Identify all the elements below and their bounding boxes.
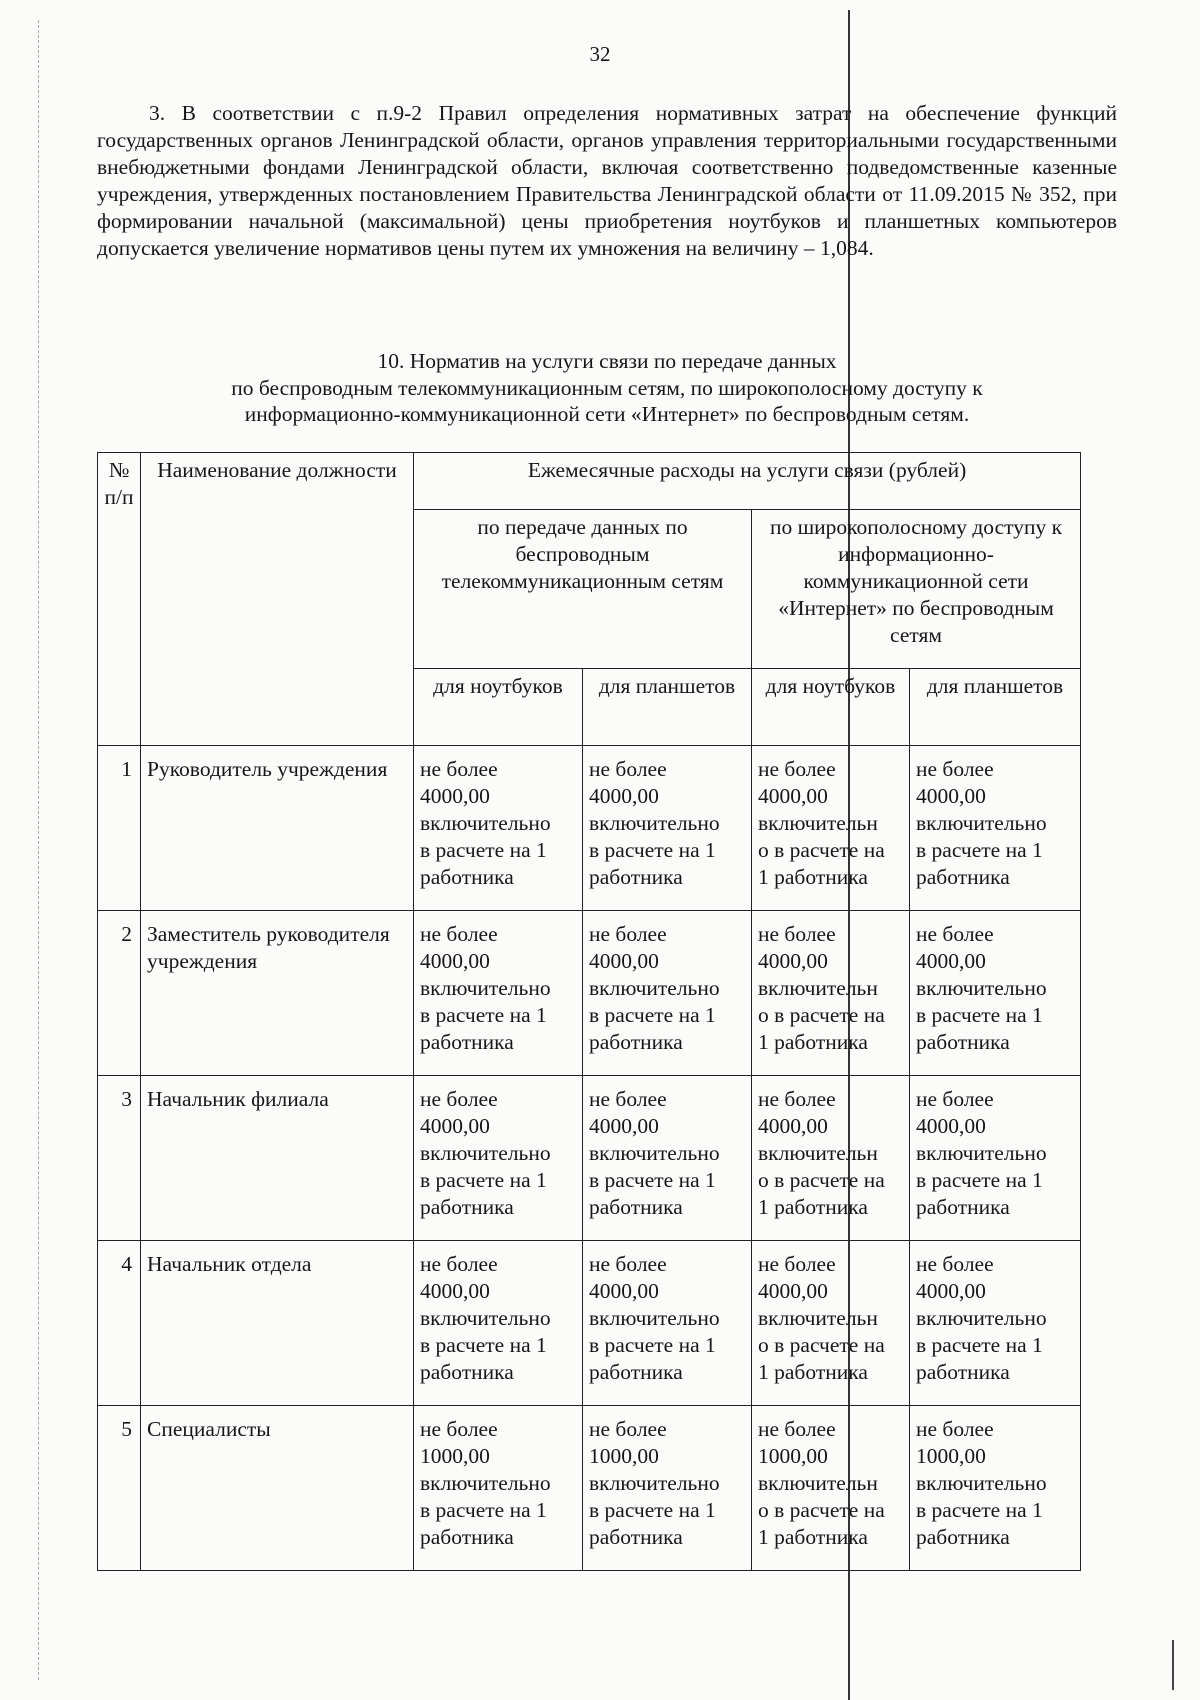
- limit-text-line: не более: [420, 757, 498, 781]
- limit-text-line: в расчете на 1: [420, 1003, 547, 1027]
- limit-text-line: в расчете на 1: [420, 1333, 547, 1357]
- row-number: 5: [98, 1406, 141, 1571]
- page-number: 32: [589, 42, 611, 66]
- limit-text-line: не более: [420, 1087, 498, 1111]
- limit-text-line: 1 работника: [758, 1195, 868, 1219]
- row-number: 1: [98, 746, 141, 911]
- limit-text-line: о в расчете на: [758, 1168, 885, 1192]
- limit-text-line: не более: [916, 922, 994, 946]
- table-row: [98, 1241, 1081, 1406]
- section-title-line: информационно-коммуникационной сети «Интернет» по беспроводным сетям.: [244, 402, 970, 426]
- limit-text-line: о в расчете на: [758, 1003, 885, 1027]
- limit-text-line: 4000,00: [420, 949, 490, 973]
- limit-text-line: работника: [420, 1360, 514, 1384]
- limit-text-line: в расчете на 1: [420, 1168, 547, 1192]
- row-limit-cell: [752, 1241, 910, 1406]
- limit-text-line: не более: [758, 922, 836, 946]
- row-number: 2: [98, 911, 141, 1076]
- limit-text-line: 4000,00: [589, 1279, 659, 1303]
- limit-text-line: не более: [589, 922, 667, 946]
- limit-text-line: не более: [916, 757, 994, 781]
- header-tablets: для планшетов: [910, 669, 1081, 746]
- row-limit-cell: [752, 1076, 910, 1241]
- header-num: № п/п: [98, 453, 141, 746]
- limit-text-line: 1000,00: [589, 1444, 659, 1468]
- header-broadband-internet: по широкополосному доступу к информационно-коммуникационной сети «Интернет» по беспроводным сетям: [752, 510, 1081, 669]
- section-title-line: по беспроводным телекоммуникационным сетям, по широкополосному доступу к: [231, 375, 983, 400]
- limit-text-line: 4000,00: [758, 949, 828, 973]
- limit-text-line: 4000,00: [420, 1114, 490, 1138]
- limit-text-line: включительн: [758, 811, 878, 835]
- row-limit-cell: [414, 1241, 583, 1406]
- row-limit-cell: [414, 1076, 583, 1241]
- row-position: Специалисты: [141, 1406, 414, 1571]
- limit-text-line: 1 работника: [758, 1360, 868, 1384]
- norms-table: [97, 452, 1081, 1571]
- limit-text-line: 4000,00: [916, 949, 986, 973]
- row-position: Начальник отдела: [141, 1241, 414, 1406]
- table-row: [98, 746, 1081, 911]
- limit-text-line: работника: [420, 1030, 514, 1054]
- limit-text-line: включительн: [758, 1141, 878, 1165]
- row-limit-cell: [583, 911, 752, 1076]
- limit-text-line: 1000,00: [420, 1444, 490, 1468]
- section-title-line: 10. Норматив на услуги связи по передаче данных: [377, 349, 837, 373]
- limit-text-line: включительно: [916, 1471, 1047, 1495]
- limit-text-line: 1 работника: [758, 1030, 868, 1054]
- section-title: [97, 348, 1117, 428]
- limit-text-line: включительн: [758, 1471, 878, 1495]
- norms-table-body: [98, 453, 1081, 1571]
- limit-text-line: работника: [420, 865, 514, 889]
- limit-text-line: не более: [589, 1087, 667, 1111]
- limit-text-line: включительно: [589, 976, 720, 1000]
- limit-text-line: в расчете на 1: [916, 1498, 1043, 1522]
- limit-text-line: включительн: [758, 976, 878, 1000]
- row-limit-cell: [583, 1241, 752, 1406]
- limit-text-line: включительно: [420, 811, 551, 835]
- row-limit-cell: [414, 911, 583, 1076]
- limit-text-line: в расчете на 1: [589, 1003, 716, 1027]
- limit-text-line: не более: [758, 1252, 836, 1276]
- limit-text-line: 1 работника: [758, 865, 868, 889]
- limit-text-line: работника: [916, 1525, 1010, 1549]
- limit-text-line: включительно: [916, 1141, 1047, 1165]
- limit-text-line: 4000,00: [589, 1114, 659, 1138]
- limit-text-line: 1000,00: [758, 1444, 828, 1468]
- row-position: Заместитель руководителя учреждения: [141, 911, 414, 1076]
- limit-text-line: включительно: [916, 1306, 1047, 1330]
- limit-text-line: работника: [589, 865, 683, 889]
- limit-text-line: работника: [916, 1195, 1010, 1219]
- row-limit-cell: [910, 911, 1081, 1076]
- limit-text-line: в расчете на 1: [420, 1498, 547, 1522]
- limit-text-line: в расчете на 1: [916, 1333, 1043, 1357]
- limit-text-line: 4000,00: [916, 784, 986, 808]
- header-tablets: для планшетов: [583, 669, 752, 746]
- limit-text-line: в расчете на 1: [420, 838, 547, 862]
- header-data-transfer: по передаче данных по беспроводным телекоммуникационным сетям: [414, 510, 752, 669]
- limit-text-line: в расчете на 1: [916, 1003, 1043, 1027]
- limit-text-line: не более: [420, 1252, 498, 1276]
- limit-text-line: не более: [420, 922, 498, 946]
- header-laptops: для ноутбуков: [414, 669, 583, 746]
- row-limit-cell: [910, 1241, 1081, 1406]
- limit-text-line: работника: [420, 1525, 514, 1549]
- limit-text-line: не более: [758, 1417, 836, 1441]
- limit-text-line: работника: [589, 1525, 683, 1549]
- limit-text-line: работника: [589, 1195, 683, 1219]
- limit-text-line: в расчете на 1: [589, 838, 716, 862]
- row-number: 4: [98, 1241, 141, 1406]
- row-limit-cell: [414, 746, 583, 911]
- limit-text-line: 1 работника: [758, 1525, 868, 1549]
- limit-text-line: 4000,00: [589, 784, 659, 808]
- paragraph-3: 3. В соответствии с п.9-2 Правил определения нормативных затрат на обеспечение функций государственных органов Ленинградской области, органов управления территориальными государственными внебюджетными фондами Ленинградской области, включая соответственно подведомственные казенные учреждения, утвержденных постановлением Правительства Ленинградской области от 11.09.2015 № 352, при формировании начальной (максимальной) цены приобретения ноутбуков и планшетных компьютеров допускается увеличение нормативов цены путем их умножения на величину – 1,084.: [97, 101, 1117, 260]
- row-limit-cell: [752, 1406, 910, 1571]
- limit-text-line: включительно: [916, 811, 1047, 835]
- row-limit-cell: [583, 746, 752, 911]
- row-position: Начальник филиала: [141, 1076, 414, 1241]
- row-limit-cell: [752, 746, 910, 911]
- limit-text-line: не более: [758, 1087, 836, 1111]
- limit-text-line: работника: [916, 865, 1010, 889]
- limit-text-line: не более: [916, 1417, 994, 1441]
- limit-text-line: включительно: [420, 976, 551, 1000]
- limit-text-line: включительно: [420, 1306, 551, 1330]
- limit-text-line: в расчете на 1: [916, 1168, 1043, 1192]
- limit-text-line: 4000,00: [420, 784, 490, 808]
- limit-text-line: работника: [589, 1360, 683, 1384]
- limit-text-line: 4000,00: [420, 1279, 490, 1303]
- limit-text-line: включительно: [916, 976, 1047, 1000]
- limit-text-line: 4000,00: [589, 949, 659, 973]
- limit-text-line: не более: [420, 1417, 498, 1441]
- limit-text-line: не более: [916, 1087, 994, 1111]
- limit-text-line: не более: [589, 1252, 667, 1276]
- limit-text-line: 4000,00: [758, 1114, 828, 1138]
- limit-text-line: о в расчете на: [758, 1333, 885, 1357]
- limit-text-line: не более: [589, 1417, 667, 1441]
- row-limit-cell: [752, 911, 910, 1076]
- row-number: 3: [98, 1076, 141, 1241]
- table-row: [98, 1406, 1081, 1571]
- limit-text-line: 1000,00: [916, 1444, 986, 1468]
- scan-margin-dots: [38, 20, 39, 1680]
- limit-text-line: в расчете на 1: [916, 838, 1043, 862]
- limit-text-line: работника: [916, 1030, 1010, 1054]
- row-limit-cell: [414, 1406, 583, 1571]
- table-row: [98, 1076, 1081, 1241]
- header-monthly-expenses: Ежемесячные расходы на услуги связи (рублей): [414, 453, 1081, 510]
- row-limit-cell: [583, 1076, 752, 1241]
- row-limit-cell: [910, 1406, 1081, 1571]
- header-position: Наименование должности: [141, 453, 414, 746]
- header-laptops: для ноутбуков: [752, 669, 910, 746]
- limit-text-line: включительно: [420, 1141, 551, 1165]
- limit-text-line: работника: [589, 1030, 683, 1054]
- limit-text-line: 4000,00: [916, 1279, 986, 1303]
- row-limit-cell: [910, 746, 1081, 911]
- row-limit-cell: [910, 1076, 1081, 1241]
- limit-text-line: включительно: [420, 1471, 551, 1495]
- scan-edge-mark: [1172, 1640, 1174, 1690]
- limit-text-line: включительно: [589, 811, 720, 835]
- row-position: Руководитель учреждения: [141, 746, 414, 911]
- limit-text-line: 4000,00: [758, 1279, 828, 1303]
- limit-text-line: работника: [420, 1195, 514, 1219]
- limit-text-line: работника: [916, 1360, 1010, 1384]
- limit-text-line: в расчете на 1: [589, 1498, 716, 1522]
- row-limit-cell: [583, 1406, 752, 1571]
- limit-text-line: 4000,00: [758, 784, 828, 808]
- header-row: [98, 453, 1081, 510]
- limit-text-line: включительн: [758, 1306, 878, 1330]
- limit-text-line: включительно: [589, 1306, 720, 1330]
- limit-text-line: не более: [916, 1252, 994, 1276]
- limit-text-line: включительно: [589, 1141, 720, 1165]
- limit-text-line: в расчете на 1: [589, 1333, 716, 1357]
- limit-text-line: в расчете на 1: [589, 1168, 716, 1192]
- table-row: [98, 911, 1081, 1076]
- limit-text-line: 4000,00: [916, 1114, 986, 1138]
- limit-text-line: не более: [589, 757, 667, 781]
- limit-text-line: о в расчете на: [758, 838, 885, 862]
- limit-text-line: включительно: [589, 1471, 720, 1495]
- limit-text-line: о в расчете на: [758, 1498, 885, 1522]
- limit-text-line: не более: [758, 757, 836, 781]
